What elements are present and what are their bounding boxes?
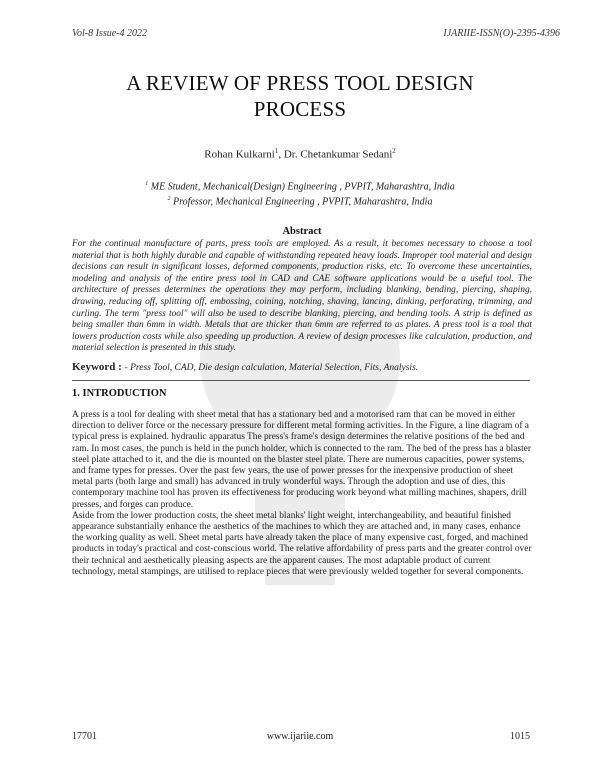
author-1-affiliation-mark: 1 <box>274 147 279 155</box>
volume-issue: Vol-8 Issue-4 2022 <box>72 28 147 39</box>
author-separator: , <box>278 148 284 161</box>
introduction-body <box>72 410 532 578</box>
affiliation-2 <box>60 193 540 208</box>
paper-id: 17701 <box>72 731 97 742</box>
affiliation-1-text: ME Student, Mechanical(Design) Engineering , PVPIT, Maharashtra, India <box>148 181 455 193</box>
keywords-label: Keyword : <box>72 361 125 373</box>
affiliation-2-text: Professor, Mechanical Engineering , PVPIT, Maharashtra, India <box>170 196 433 208</box>
journal-website-link[interactable]: www.ijariie.com <box>266 731 334 742</box>
section-divider <box>72 380 530 381</box>
introduction-heading: 1. INTRODUCTION <box>72 388 167 399</box>
author-2-affiliation-mark: 2 <box>392 147 396 155</box>
introduction-paragraph-1: A press is a tool for dealing with sheet metal that has a stationary bed and a motorised ram that can be moved in either direction to deliver force or the necessary pressure for different metal forming activities. In the Figure, a line diagram of a typical press is explained. hydraulic apparatus The press's frame's design determines the relative positions of the bed and ram. In most cases, the punch is held in the punch holder, which is connected to the ram. The bed of the press has a blaster steel plate attached to it, and the die is mounted on the blaster steel plate. There are numerous capacities, power systems, and frame types for presses. Over the past few years, the use of power presses for the inexpensive production of sheet metal parts (both large and small) has advanced in truly wonderful ways. Through the adoption and use of dies, this contemporary machine tool has proven its effectiveness for producing work beyond what milling machines, shapers, drill presses, and forges can produce. <box>72 410 531 510</box>
keywords <box>72 361 542 373</box>
author-1: Rohan Kulkarni <box>204 148 275 161</box>
page-number: 1015 <box>510 731 530 742</box>
abstract-text: For the continual manufacture of parts, press tools are employed. As a result, it becomes necessary to choose a tool material that is both highly durable and capable of withstanding repeated heavy loads. Improper tool material and design decisions can result in significant losses, deformed components, production risks, etc. To overcome these uncertainties, modeling and analysis of the entire press tool in CAD and CAE software applications would be a useful tool. The architecture of presses determines the operations they may perform, including blanking, bending, piercing, shaping, drawing, reducing off, splitting off, embossing, coining, notching, shaving, lancing, dinking, perforating, trimming, and curling. The term "press tool" will also be used to describe blanking, piercing, and bending tools. A strip is defined as being smaller than 6mm in width. Metals that are thicker than 6mm are referred to as plates. A press tool is a tool that lowers production costs while also speeding up production. A review of design processes like calculation, production, and material selection is presented in this study. <box>72 239 532 354</box>
paper-title <box>60 70 540 122</box>
author-list <box>60 147 540 161</box>
author-2: Dr. Chetankumar Sedani <box>283 148 393 161</box>
affiliation-1 <box>60 178 540 193</box>
affiliation-1-mark: 1 <box>145 181 149 187</box>
paper-title-line-1: A REVIEW OF PRESS TOOL DESIGN <box>126 71 474 95</box>
affiliation-2-mark: 2 <box>167 196 171 203</box>
affiliations <box>60 178 540 209</box>
keywords-text: - Press Tool, CAD, Die design calculation, Material Selection, Fits, Analysis. <box>124 363 419 373</box>
abstract-heading: Abstract <box>282 226 322 237</box>
journal-issn: IJARIIE-ISSN(O)-2395-4396 <box>443 28 560 39</box>
paper-title-line-2: PROCESS <box>253 97 347 121</box>
introduction-paragraph-2: Aside from the lower production costs, the sheet metal blanks' light weight, interchangeability, and beautiful finished appearance substantially enhance the aesthetics of the machines to which they are attached and, in many cases, enhance the working quality as well. Sheet metal parts have already taken the place of many expensive cast, forged, and machined products in today's practical and cost-conscious world. The relative affordability of press parts and the greater control over their technical and aesthetically pleasing aspects are the apparent causes. The most adaptable product of current technology, metal stampings, are utilised to replace pieces that were previously welded together for several components. <box>72 510 532 577</box>
